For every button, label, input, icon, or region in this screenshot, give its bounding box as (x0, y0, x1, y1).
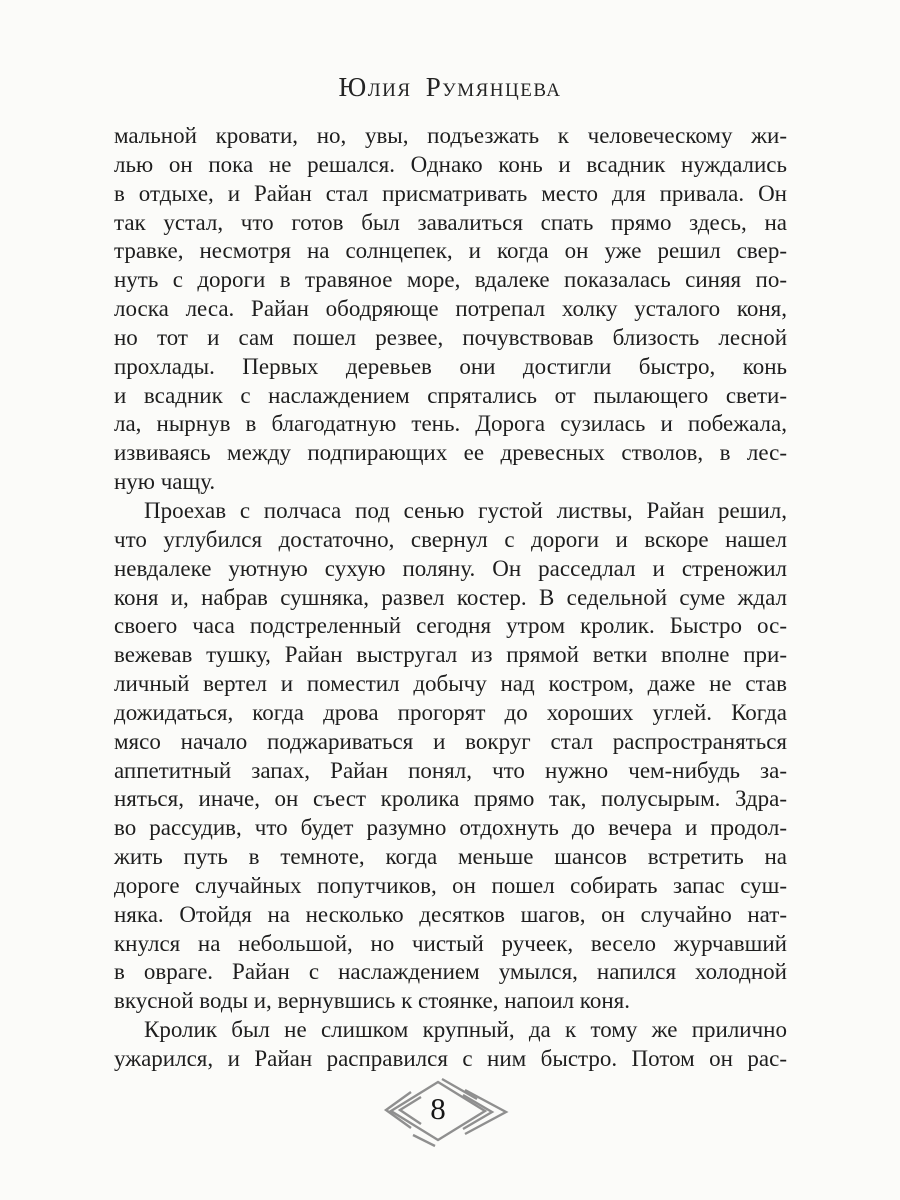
text-line: мясо начало поджариваться и вокруг стал распространяться (114, 728, 787, 754)
text-line: няться, иначе, он съест кролика прямо так, полусырым. Здра- (114, 786, 787, 812)
text-line: и всадник с наслаждением спрятались от пылающего свети- (114, 382, 787, 408)
page-footer (0, 1077, 900, 1147)
text-line: прохлады. Первых деревьев они достигли быстро, конь (114, 353, 787, 379)
text-line: травке, несмотря на солнцепек, и когда он уже решил свер- (114, 238, 787, 264)
text-line: аппетитный запах, Райан понял, что нужно чем-нибудь за- (114, 757, 787, 783)
page-number: 8 (430, 1091, 446, 1126)
text-line: личный вертел и поместил добычу над костром, даже не став (114, 671, 787, 697)
text-line: ла, нырнув в благодатную тень. Дорога сузилась и побежала, (114, 411, 787, 437)
text-line: во рассудив, что будет разумно отдохнуть до вечера и продол- (114, 815, 787, 841)
text-line: няка. Отойдя на несколько десятков шагов, он случайно нат- (114, 901, 787, 927)
text-line: вкусной воды и, вернувшись к стоянке, напоил коня. (114, 988, 630, 1014)
running-header: Юлия Румянцева (338, 72, 562, 102)
text-line: в отдыхе, и Райан стал присматривать место для привала. Он (114, 180, 787, 206)
text-line: Кролик был не слишком крупный, да к тому же прилично (144, 1017, 787, 1043)
text-line: что углубился достаточно, свернул с дороги и вскоре нашел (114, 526, 787, 552)
text-line: Проехав с полчаса под сенью густой листвы, Райан решил, (144, 497, 787, 523)
paragraph (114, 497, 787, 1016)
text-line: нуть с дороги в травяное море, вдалеке показалась синяя по- (114, 267, 787, 293)
text-line: жить путь в темноте, когда меньше шансов встретить на (114, 844, 787, 870)
text-line: кнулся на небольшой, но чистый ручеек, весело журчавший (114, 930, 787, 956)
text-line: так устал, что готов был завалиться спать прямо здесь, на (114, 209, 787, 235)
text-block (114, 122, 787, 1074)
text-line: дороге случайных попутчиков, он пошел собирать запас суш- (114, 872, 787, 898)
text-line: лоска леса. Райан ободряюще потрепал холку усталого коня, (114, 296, 787, 322)
text-line: невдалеке уютную сухую поляну. Он расседлал и стреножил (114, 555, 787, 581)
text-line: но тот и сам пошел резвее, почувствовав близость лесной (114, 324, 787, 350)
text-line: вежевав тушку, Райан выстругал из прямой ветки вполне при- (114, 642, 787, 668)
text-line: ную чащу. (114, 469, 216, 495)
text-line: ужарился, и Райан расправился с ним быстро. Потом он рас- (114, 1046, 787, 1071)
text-line: в овраге. Райан с наслаждением умылся, напился холодной (114, 959, 787, 985)
text-line: извиваясь между подпирающих ее древесных стволов, в лес- (114, 440, 787, 466)
text-line: лью он пока не решался. Однако конь и всадник нуждались (114, 151, 787, 177)
text-line: своего часа подстреленный сегодня утром кролик. Быстро ос- (114, 613, 787, 639)
text-line: дожидаться, когда дрова прогорят до хороших углей. Когда (114, 699, 787, 725)
text-line: коня и, набрав сушняка, развел костер. В седельной суме ждал (114, 584, 787, 610)
text-line: мальной кровати, но, увы, подъезжать к человеческому жи- (114, 123, 787, 148)
paragraph (114, 1016, 787, 1074)
paragraph (114, 122, 787, 497)
